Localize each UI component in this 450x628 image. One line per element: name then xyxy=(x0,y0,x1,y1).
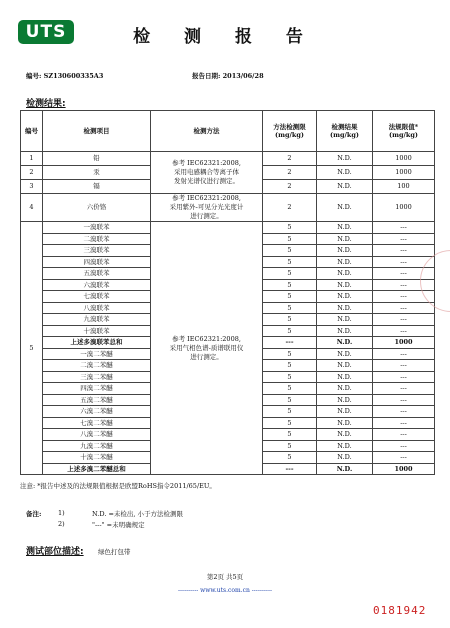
cell-item: 三溴联苯 xyxy=(43,245,151,257)
cell-limit: --- xyxy=(373,417,435,429)
remark1-text: N.D. =未检出, 小于方法检测限 xyxy=(92,510,184,518)
cell-result: N.D. xyxy=(317,291,373,303)
cell-limit: --- xyxy=(373,291,435,303)
cell-limit: 100 xyxy=(373,180,435,194)
cell-item: 四溴二苯醚 xyxy=(43,383,151,395)
cell-mdl: 5 xyxy=(263,348,317,360)
cell-mdl: 2 xyxy=(263,180,317,194)
cell-mdl: 5 xyxy=(263,222,317,234)
cell-limit: --- xyxy=(373,371,435,383)
cell-result: N.D. xyxy=(317,417,373,429)
header-limit: 法规限值* (mg/kg) xyxy=(373,111,435,152)
cell-item: 七溴联苯 xyxy=(43,291,151,303)
remark-label: 备注: xyxy=(26,510,42,518)
cell-limit: --- xyxy=(373,440,435,452)
cell-item: 六溴二苯醚 xyxy=(43,406,151,418)
cell-mdl: 5 xyxy=(263,394,317,406)
table-row xyxy=(21,194,435,222)
header-mdl: 方法检测限 (mg/kg) xyxy=(263,111,317,152)
cell-limit: --- xyxy=(373,256,435,268)
cell-limit: --- xyxy=(373,268,435,280)
header-no: 编号 xyxy=(21,111,43,152)
cell-result: N.D. xyxy=(317,337,373,349)
cell-no: 5 xyxy=(21,222,43,475)
cell-limit: --- xyxy=(373,245,435,257)
cell-result: N.D. xyxy=(317,152,373,166)
header-item: 检测项目 xyxy=(43,111,151,152)
cell-mdl: 5 xyxy=(263,291,317,303)
cell-item: 铅 xyxy=(43,152,151,166)
cell-method: 参考 IEC62321:2008, 采用电感耦合等离子体 发射光谱仪进行测定。 xyxy=(151,152,263,194)
cell-mdl: 5 xyxy=(263,279,317,291)
cell-limit: --- xyxy=(373,383,435,395)
cell-result: N.D. xyxy=(317,233,373,245)
cell-limit: 1000 xyxy=(373,463,435,475)
cell-mdl: 2 xyxy=(263,194,317,222)
cell-mdl: 2 xyxy=(263,166,317,180)
section-results-heading: 检测结果: xyxy=(26,99,66,109)
cell-limit: --- xyxy=(373,360,435,372)
cell-limit: 1000 xyxy=(373,152,435,166)
remark1-number: 1) xyxy=(58,509,65,517)
table-header-row xyxy=(21,111,435,152)
cell-mdl: 2 xyxy=(263,152,317,166)
cell-limit: --- xyxy=(373,348,435,360)
cell-item: 五溴二苯醚 xyxy=(43,394,151,406)
cell-mdl: 5 xyxy=(263,406,317,418)
cell-result: N.D. xyxy=(317,383,373,395)
cell-result: N.D. xyxy=(317,314,373,326)
cell-limit: --- xyxy=(373,314,435,326)
cell-result: N.D. xyxy=(317,429,373,441)
remark2-text: "---" =未明确规定 xyxy=(92,521,145,529)
cell-mdl: 5 xyxy=(263,256,317,268)
cell-mdl: 5 xyxy=(263,452,317,464)
cell-item: 九溴二苯醚 xyxy=(43,440,151,452)
cell-limit: --- xyxy=(373,394,435,406)
cell-item: 三溴二苯醚 xyxy=(43,371,151,383)
cell-result: N.D. xyxy=(317,452,373,464)
cell-limit: 1000 xyxy=(373,337,435,349)
cell-item: 十溴联苯 xyxy=(43,325,151,337)
cell-no: 1 xyxy=(21,152,43,166)
cell-limit: 1000 xyxy=(373,166,435,180)
cell-item: 汞 xyxy=(43,166,151,180)
cell-method: 参考 IEC62321:2008, 采用紫外-可见分光光度计 进行测定。 xyxy=(151,194,263,222)
cell-item: 一溴联苯 xyxy=(43,222,151,234)
note-regulation: 注意: *报告中述及的法规限值根据是欧盟RoHS指令2011/65/EU。 xyxy=(20,482,216,490)
cell-no: 3 xyxy=(21,180,43,194)
cell-mdl: 5 xyxy=(263,268,317,280)
cell-mdl: 5 xyxy=(263,325,317,337)
cell-result: N.D. xyxy=(317,440,373,452)
table-row xyxy=(21,222,435,234)
cell-result: N.D. xyxy=(317,406,373,418)
cell-result: N.D. xyxy=(317,166,373,180)
cell-mdl: 5 xyxy=(263,417,317,429)
cell-item: 五溴联苯 xyxy=(43,268,151,280)
cell-result: N.D. xyxy=(317,348,373,360)
cell-limit: --- xyxy=(373,302,435,314)
cell-item: 上述多溴二苯醚总和 xyxy=(43,463,151,475)
cell-item: 九溴联苯 xyxy=(43,314,151,326)
table-row xyxy=(21,152,435,166)
cell-result: N.D. xyxy=(317,394,373,406)
cell-result: N.D. xyxy=(317,302,373,314)
cell-limit: --- xyxy=(373,325,435,337)
cell-limit: --- xyxy=(373,429,435,441)
cell-no: 4 xyxy=(21,194,43,222)
cell-limit: --- xyxy=(373,233,435,245)
uts-logo: UTS xyxy=(18,20,74,44)
remark2-number: 2) xyxy=(58,520,65,528)
cell-result: N.D. xyxy=(317,371,373,383)
cell-limit: --- xyxy=(373,406,435,418)
page-number: 第2页 共5页 xyxy=(206,573,244,581)
part-description: 绿色打包带 xyxy=(98,548,131,556)
cell-limit: --- xyxy=(373,222,435,234)
cell-mdl: 5 xyxy=(263,360,317,372)
cell-item: 二溴二苯醚 xyxy=(43,360,151,372)
header-result: 检测结果 (mg/kg) xyxy=(317,111,373,152)
cell-mdl: 5 xyxy=(263,371,317,383)
cell-item: 十溴二苯醚 xyxy=(43,452,151,464)
cell-item: 七溴二苯醚 xyxy=(43,417,151,429)
cell-mdl: 5 xyxy=(263,429,317,441)
cell-result: N.D. xyxy=(317,279,373,291)
cell-limit: 1000 xyxy=(373,194,435,222)
serial-number: 0181942 xyxy=(373,604,427,617)
cell-item: 一溴二苯醚 xyxy=(43,348,151,360)
cell-no: 2 xyxy=(21,166,43,180)
cell-method: 参考 IEC62321:2008, 采用气相色谱-质谱联用仪 进行测定。 xyxy=(151,222,263,475)
cell-mdl: 5 xyxy=(263,233,317,245)
cell-mdl: --- xyxy=(263,463,317,475)
website-url: ---------- www.uts.com.cn ---------- xyxy=(177,587,273,594)
report-title: 检 测 报 告 xyxy=(133,27,317,47)
cell-result: N.D. xyxy=(317,245,373,257)
cell-result: N.D. xyxy=(317,180,373,194)
cell-result: N.D. xyxy=(317,268,373,280)
cell-item: 镉 xyxy=(43,180,151,194)
header-method: 检测方法 xyxy=(151,111,263,152)
cell-result: N.D. xyxy=(317,360,373,372)
cell-result: N.D. xyxy=(317,194,373,222)
cell-limit: --- xyxy=(373,279,435,291)
cell-item: 六价铬 xyxy=(43,194,151,222)
cell-item: 八溴联苯 xyxy=(43,302,151,314)
section-part-heading: 测试部位描述: xyxy=(26,547,84,557)
cell-item: 六溴联苯 xyxy=(43,279,151,291)
cell-result: N.D. xyxy=(317,325,373,337)
cell-result: N.D. xyxy=(317,256,373,268)
cell-mdl: 5 xyxy=(263,302,317,314)
cell-mdl: 5 xyxy=(263,245,317,257)
cell-item: 四溴联苯 xyxy=(43,256,151,268)
cell-limit: --- xyxy=(373,452,435,464)
cell-result: N.D. xyxy=(317,222,373,234)
cell-mdl: --- xyxy=(263,337,317,349)
cell-result: N.D. xyxy=(317,463,373,475)
report-number: 编号: SZ130600335A3 xyxy=(26,72,104,80)
results-table xyxy=(20,110,435,475)
cell-mdl: 5 xyxy=(263,440,317,452)
cell-item: 八溴二苯醚 xyxy=(43,429,151,441)
cell-item: 上述多溴联苯总和 xyxy=(43,337,151,349)
cell-mdl: 5 xyxy=(263,383,317,395)
cell-item: 二溴联苯 xyxy=(43,233,151,245)
report-date: 报告日期: 2013/06/28 xyxy=(192,72,264,80)
cell-mdl: 5 xyxy=(263,314,317,326)
